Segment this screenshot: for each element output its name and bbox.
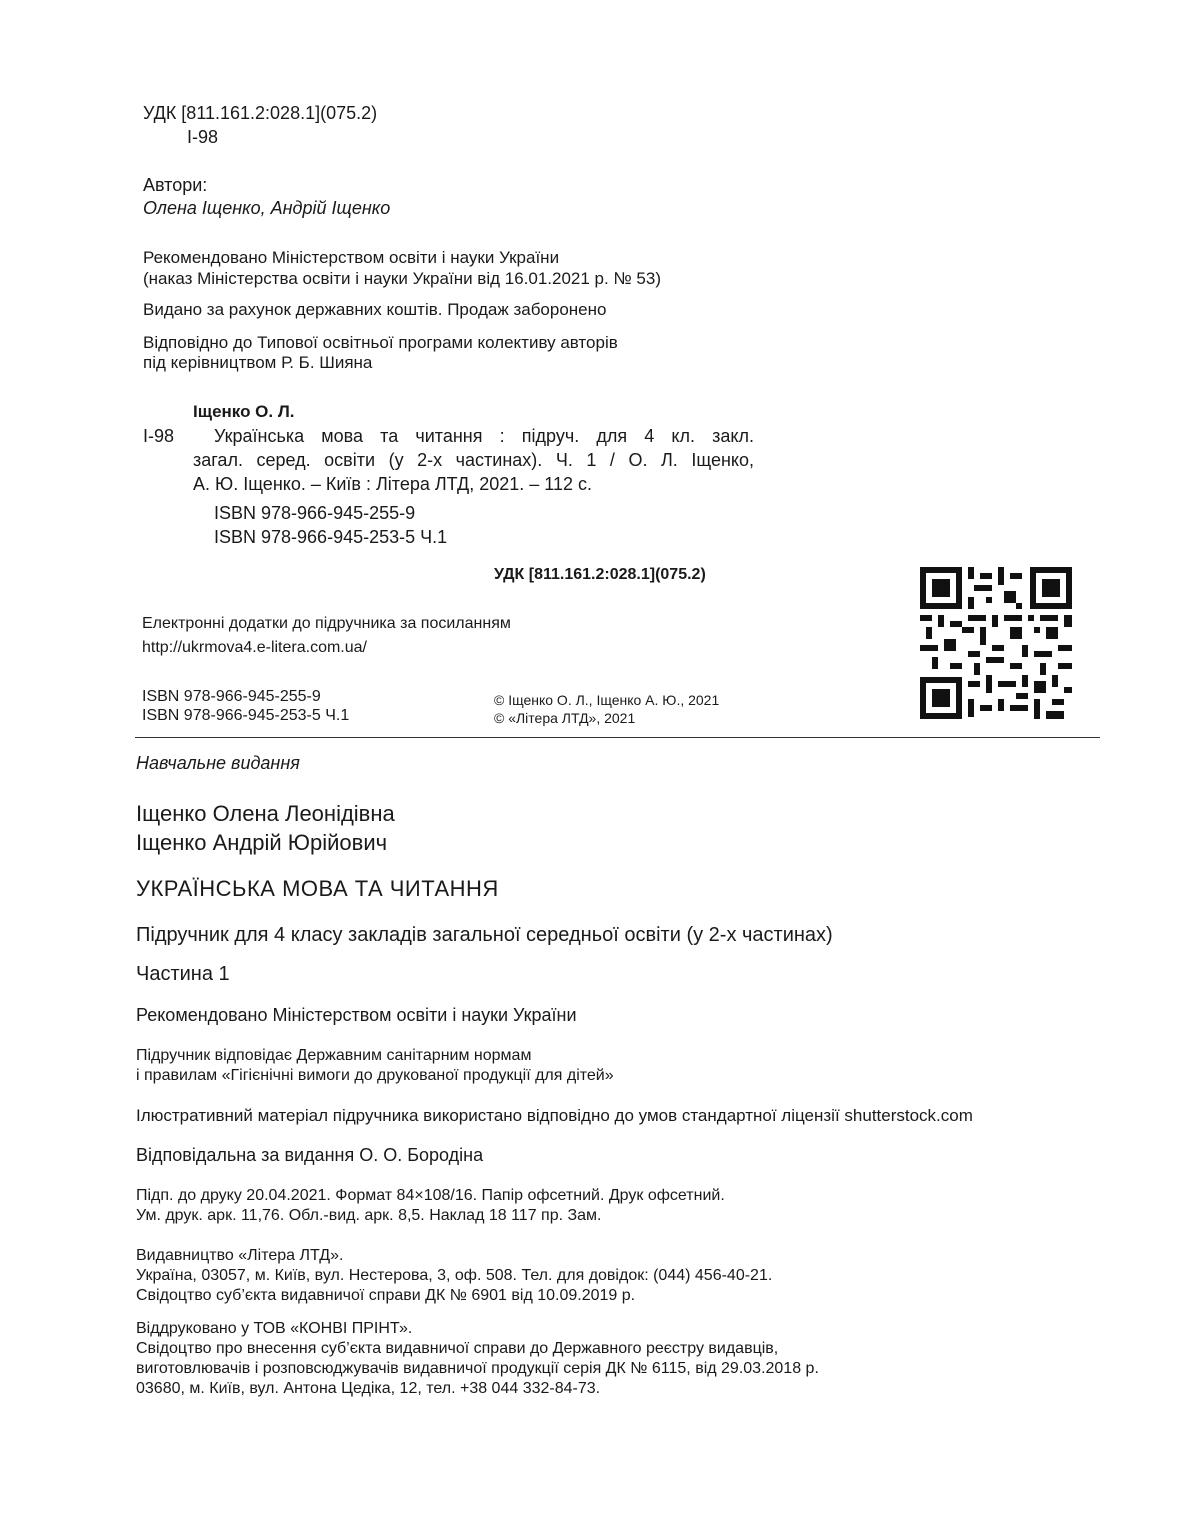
book-subtitle: Підручник для 4 класу закладів загальної середньої освіти (у 2-х частинах) [136,924,833,946]
catalog-description-line1: Українська мова та читання : підруч. для 4 кл. закл. [214,426,754,446]
divider [135,737,1100,738]
catalog-udc: УДК [811.161.2:028.1](075.2) [494,566,706,583]
recommended-order: (наказ Міністерства освіти і науки України від 16.01.2021 р. № 53) [143,269,661,288]
catalog-isbn-1: ISBN 978-966-945-255-9 [214,503,416,523]
sanitary-line-1: Підручник відповідає Державним санітарним нормам [136,1047,532,1064]
qr-code-icon [920,567,1072,719]
authors-label: Автори: [143,175,208,195]
book-title: УКРАЇНСЬКА МОВА ТА ЧИТАННЯ [136,876,499,901]
author-full-name-2: Іщенко Андрій Юрійович [136,830,388,855]
electronic-note: Електронні додатки до підручника за посиланням [142,615,511,632]
publisher-line-1: Видавництво «Літера ЛТД». [136,1247,344,1264]
udc-line: УДК [811.161.2:028.1](075.2) [143,103,378,123]
recommended-short: Рекомендовано Міністерством освіти і науки України [136,1005,577,1025]
program-line: Відповідно до Типової освітньої програми колективу авторів [143,333,618,352]
footer-isbn-2: ISBN 978-966-945-253-5 Ч.1 [142,707,350,724]
publisher-line-3: Свідоцтво суб’єкта видавничої справи ДК № 6901 від 10.09.2019 р. [136,1287,636,1304]
printer-line-1: Віддруковано у ТОВ «КОНВІ ПРІНТ». [136,1320,413,1337]
printer-line-2: Свідоцтво про внесення суб’єкта видавничої справи до Державного реєстру видавців, [136,1340,779,1357]
authors-names: Олена Іщенко, Андрій Іщенко [143,198,391,218]
catalog-author: Іщенко О. Л. [193,402,295,421]
catalog-description-line2: загал. серед. освіти (у 2-х частинах). Ч. 1 / О. Л. Іщенко, [193,450,754,470]
printer-line-4: 03680, м. Київ, вул. Антона Цедіка, 12, тел. +38 044 332-84-73. [136,1380,601,1397]
book-part: Частина 1 [136,963,230,985]
responsible-editor: Відповідальна за видання О. О. Бородіна [136,1145,484,1165]
program-leader: під керівництвом Р. Б. Шияна [143,353,373,372]
footer-isbn-1: ISBN 978-966-945-255-9 [142,688,321,705]
edition-type: Навчальне видання [136,753,300,773]
printer-line-3: виготовлювачів і розповсюджувачів видавничої продукції серія ДК № 6115, від 29.03.2018 р. [136,1360,819,1377]
catalog-description-line3: А. Ю. Іщенко. – Київ : Літера ЛТД, 2021. – 112 с. [193,474,593,494]
illustrations-note: Ілюстративний матеріал підручника використано відповідно до умов стандартної ліцензії shutterstock.com [136,1106,973,1125]
state-funds-note: Видано за рахунок державних коштів. Продаж заборонено [143,300,607,319]
electronic-url: http://ukrmova4.e-litera.com.ua/ [142,639,367,656]
copyright-publisher: © «Літера ЛТД», 2021 [494,710,636,726]
author-full-name-1: Іщенко Олена Леонідівна [136,801,395,826]
catalog-code: І-98 [187,127,219,147]
recommended-line: Рекомендовано Міністерством освіти і науки України [143,248,560,267]
publisher-line-2: Україна, 03057, м. Київ, вул. Нестерова, 3, оф. 508. Тел. для довідок: (044) 456-40-21. [136,1267,773,1284]
print-info-line-1: Підп. до друку 20.04.2021. Формат 84×108/16. Папір офсетний. Друк офсетний. [136,1187,725,1204]
copyright-authors: © Іщенко О. Л., Іщенко А. Ю., 2021 [494,692,720,708]
print-info-line-2: Ум. друк. арк. 11,76. Обл.-вид. арк. 8,5. Наклад 18 117 пр. Зам. [136,1207,602,1224]
sanitary-line-2: і правилам «Гігієнічні вимоги до друкованої продукції для дітей» [136,1067,614,1084]
catalog-isbn-2: ISBN 978-966-945-253-5 Ч.1 [214,527,448,547]
catalog-card-code: І-98 [143,426,175,446]
